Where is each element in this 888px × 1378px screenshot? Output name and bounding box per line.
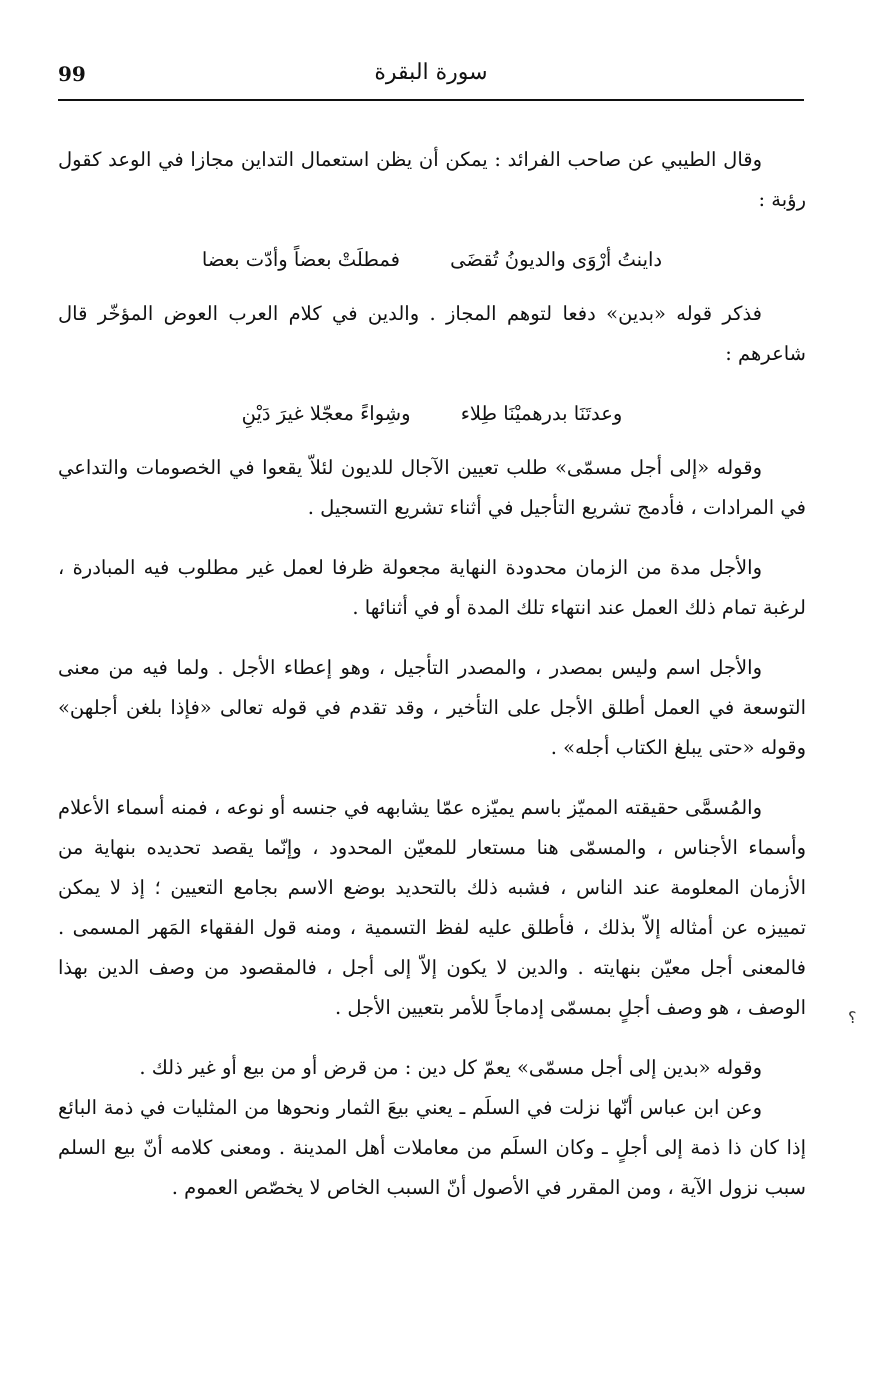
verse-2 [58, 394, 806, 434]
verse-2-first-hemistich: وعدتَنَا بدرهميْنَا طِلاء [460, 402, 623, 425]
verse-1-first-hemistich: داينتُ أرْوَى والديونُ تُقضَى [450, 248, 663, 271]
running-title: سورة البقرة [374, 60, 488, 85]
paragraph-7-continuation: وعن ابن عباس أنّها نزلت في السلَم ـ يعني بيعَ الثمار ونحوها من المثليات في ذمة البائع إذا كان ذا ذمة إلى أجلٍ ـ وكان السلَم من معاملات أهل المدينة . ومعنى كلامه أنّ بيع السلم سبب نزول الآية ، ومن المقرر في الأصول أنّ السبب الخاص لا يخصّص العموم . [58, 1096, 806, 1199]
verse-2-second-hemistich: وشِواءً معجّلا غيرَ دَيْنِ [241, 402, 411, 425]
header-rule [58, 99, 804, 101]
page-header [58, 60, 804, 100]
margin-question-mark: ؟ [848, 1008, 857, 1027]
paragraph-6: والمُسمَّى حقيقته المميّز باسم يميّزه عمّا يشابهه في جنسه أو نوعه ، فمنه أسماء الأعلام وأسماء الأجناس ، والمسمّى هنا مستعار للمعيّن المحدود ، وإنّما يقصد تحديده بنهاية من الأزمان المعلومة عند الناس ، فشبه ذلك بالتحديد بوضع الاسم بجامع التعيين ؛ إذ لا يمكن تمييزه عن أمثاله إلاّ بذلك ، فأطلق عليه لفظ التسمية ، ومنه قول الفقهاء المَهر المسمى . فالمعنى أجل معيّن بنهايته . والدين لا يكون إلاّ إلى أجل ، فالمقصود من وصف الدين بهذا الوصف ، هو وصف أجلٍ بمسمّى إدماجاً للأمر بتعيين الأجل . [58, 796, 806, 1019]
verse-1 [58, 240, 806, 280]
page-number: 99 [58, 62, 86, 86]
paragraph-4: والأجل مدة من الزمان محدودة النهاية مجعولة ظرفا لعمل غير مطلوب فيه المبادرة ، لرغبة تمام ذلك العمل عند انتهاء تلك المدة أو في أثنائها . [58, 556, 806, 619]
paragraph-3: وقوله «إلى أجل مسمّى» طلب تعيين الآجال للديون لئلاّ يقعوا في الخصومات والتداعي في المرادات ، فأدمج تشريع التأجيل في أثناء تشريع التسجيل . [58, 456, 806, 519]
page-body [58, 140, 806, 1210]
paragraph-2: فذكر قوله «بدين» دفعا لتوهم المجاز . والدين في كلام العرب العوض المؤخّر قال شاعرهم : [58, 302, 806, 365]
verse-1-second-hemistich: فمطلَتْ بعضاً وأدّت بعضا [201, 248, 400, 271]
paragraph-1: وقال الطيبي عن صاحب الفرائد : يمكن أن يظن استعمال التداين مجازا في الوعد كقول رؤبة : [58, 148, 806, 211]
paragraph-7-line-1: وقوله «بدين إلى أجل مسمّى» يعمّ كل دين : من قرض أو من بيع أو غير ذلك . [139, 1056, 762, 1079]
paragraph-5: والأجل اسم وليس بمصدر ، والمصدر التأجيل ، وهو إعطاء الأجل . ولما فيه من معنى التوسعة في العمل أطلق الأجل على التأخير ، وقد تقدم في قوله تعالى «فإذا بلغن أجلهن» وقوله «حتى يبلغ الكتاب أجله» . [58, 656, 806, 759]
